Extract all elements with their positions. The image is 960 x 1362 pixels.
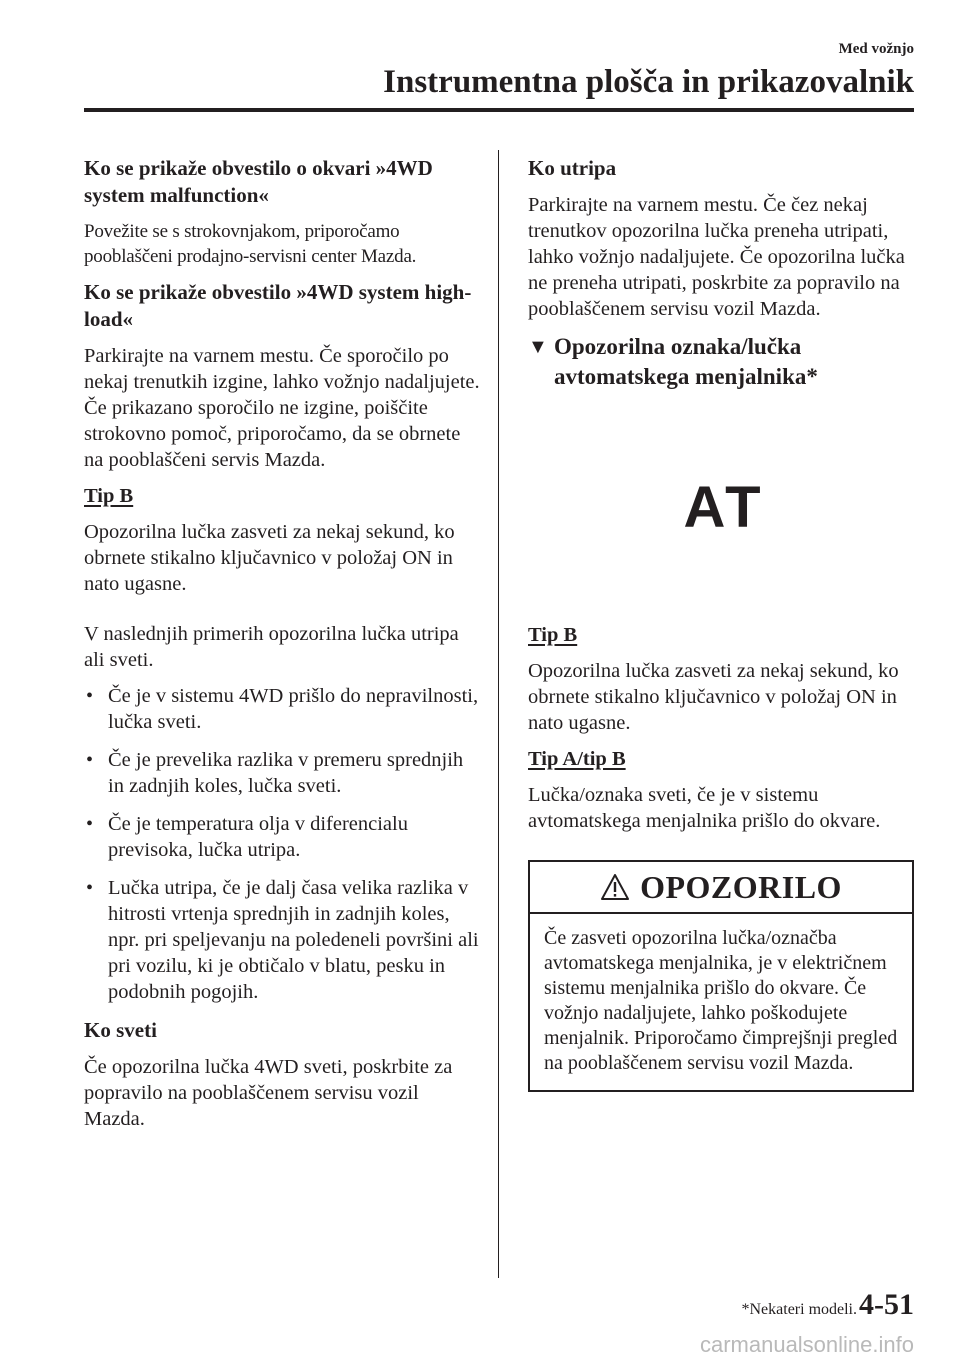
list-item <box>84 875 482 1005</box>
list-item-text: Če je prevelika razlika v premeru sprednjih in zadnjih koles, lučka sveti. <box>108 749 464 797</box>
page-title: Instrumentna plošča in prikazovalnik <box>383 64 914 100</box>
warning-body <box>530 914 912 1090</box>
warning-text: Če zasveti opozorilna lučka/označba avtomatskega menjalnika, je v električnem sistemu menjalnika prišlo do okvare. Če vožnjo nadaljujete, lahko poškodujete menjalnik. Priporočamo čimprejšnji pregled na pooblaščenem servisu vozil Mazda. <box>544 927 898 1074</box>
at-warning-symbol <box>528 392 920 622</box>
list-item <box>84 811 482 863</box>
paragraph-examples: V naslednjih primerih opozorilna lučka utripa ali sveti. <box>84 623 459 671</box>
warning-header <box>530 862 912 914</box>
paragraph-tip-b: Opozorilna lučka zasveti za nekaj sekund, ko obrnete stikalno ključavnico v položaj ON in nato ugasne. <box>528 660 899 734</box>
column-divider <box>498 150 499 1278</box>
section-label-wrap <box>839 40 914 58</box>
warning-triangle-icon <box>600 873 630 901</box>
list-item-text: Če je v sistemu 4WD prišlo do nepravilnosti, lučka sveti. <box>108 685 479 733</box>
list-item-text: Če je temperatura olja v diferencialu previsoka, lučka utripa. <box>108 813 408 861</box>
bullet-list <box>84 683 482 1005</box>
header-rule <box>84 108 914 112</box>
tip-ab-label: Tip A/tip B <box>528 748 626 770</box>
bullet-icon: • <box>86 813 94 835</box>
tip-b-label: Tip B <box>528 624 578 646</box>
warning-box <box>528 860 914 1092</box>
list-item-text: Lučka utripa, če je dalj časa velika razlika v hitrosti vrtenja sprednjih in zadnjih koles, npr. pri speljevanju na poledeneli površini ali pri vozilu, ki je obtičalo v blatu, pesku in podobnih pogojih. <box>108 877 479 1003</box>
bullet-icon: • <box>86 877 94 899</box>
paragraph-lit: Če opozorilna lučka 4WD sveti, poskrbite za popravilo na pooblaščenem servisu vozil Mazda. <box>84 1056 453 1130</box>
watermark: carmanualsonline.info <box>699 1332 914 1357</box>
tip-label: Tip B <box>84 485 134 507</box>
section-label: Med vožnjo <box>838 41 914 57</box>
heading-blink: Ko utripa <box>528 156 617 180</box>
page-number: 4-51 <box>859 1288 914 1321</box>
paragraph-blink: Parkirajte na varnem mestu. Če čez nekaj trenutkov opozorilna lučka preneha utripati, lahko vožnjo nadaljujete. Če opozorilna lučka ne preneha utripati, poskrbite za popravilo na pooblaščenem servisu vozil Mazda. <box>528 194 905 320</box>
paragraph-high-load: Parkirajte na varnem mestu. Če sporočilo po nekaj trenutkih izgine, lahko vožnjo nadaljujete. Če prikazano sporočilo ne izgine, poiščite strokovno pomoč, priporočamo, da se obrnete na pooblaščeni servis Mazda. <box>84 345 480 471</box>
list-item <box>84 683 482 735</box>
warning-title: OPOZORILO <box>640 868 842 905</box>
spacer <box>84 607 482 621</box>
paragraph-tip-ab: Lučka/oznaka sveti, če je v sistemu avtomatskega menjalnika prišlo do okvare. <box>528 784 881 832</box>
heading-malfunction: Ko se prikaže obvestilo o okvari »4WD system malfunction« <box>84 156 433 207</box>
left-column <box>84 155 482 1142</box>
paragraph-malfunction: Povežite se s strokovnjakom, priporočamo pooblaščeni prodajno-servisni center Mazda. <box>84 221 417 267</box>
paragraph-tip: Opozorilna lučka zasveti za nekaj sekund, ko obrnete stikalno ključavnico v položaj ON in nato ugasne. <box>84 521 455 595</box>
bullet-icon: • <box>86 685 94 707</box>
section-heading <box>528 332 920 392</box>
list-item <box>84 747 482 799</box>
footer-note: *Nekateri modeli. <box>741 1301 857 1318</box>
bullet-icon: • <box>86 749 94 771</box>
heading-lit: Ko sveti <box>84 1018 157 1042</box>
heading-high-load: Ko se prikaže obvestilo »4WD system high-load« <box>84 280 472 331</box>
at-symbol-text: AT <box>683 474 765 540</box>
triangle-down-icon: ▼ <box>528 336 548 358</box>
section-heading-text: Opozorilna oznaka/lučka avtomatskega menjalnika* <box>554 334 818 389</box>
right-column <box>528 155 920 1092</box>
